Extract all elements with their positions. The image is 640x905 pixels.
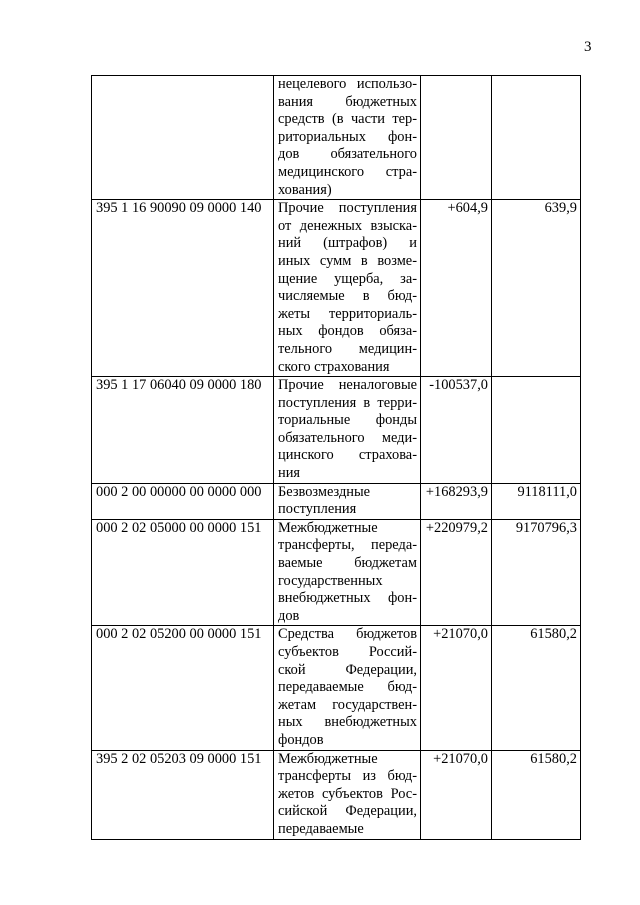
- revenue-name-line: жетам государствен-: [278, 696, 417, 713]
- revenue-name-line: риториальных фон-: [278, 128, 417, 145]
- revenue-name-line: средств (в части тер-: [278, 111, 417, 128]
- budget-table-body: [92, 76, 581, 840]
- revenue-name-line: ных внебюджетных: [278, 714, 417, 731]
- table-row: [92, 76, 581, 200]
- classification-code-cell: 395 2 02 05203 09 0000 151: [92, 750, 274, 839]
- revenue-name-line: числяемые в бюд-: [278, 288, 417, 305]
- change-amount-cell: +21070,0: [421, 750, 492, 839]
- revenue-name-cell: [274, 750, 421, 839]
- revenue-name-line: государственных: [278, 572, 383, 589]
- table-row: [92, 750, 581, 839]
- table-row: [92, 519, 581, 626]
- revenue-name-line: хования): [278, 181, 332, 198]
- revenue-name-line: медицинского стра-: [278, 163, 417, 180]
- revenue-name-line: поступления: [278, 501, 357, 518]
- table-row: [92, 377, 581, 484]
- total-amount-cell: 639,9: [492, 200, 581, 377]
- revenue-name-line: ториальные фонды: [278, 412, 417, 429]
- revenue-name-line: сийской Федерации,: [278, 803, 417, 820]
- revenue-name-line: субъектов Россий-: [278, 644, 417, 660]
- classification-code-cell: 000 2 02 05200 00 0000 151: [92, 626, 274, 750]
- classification-code-cell: 395 1 17 06040 09 0000 180: [92, 377, 274, 484]
- revenue-name-line: Прочие неналоговые: [278, 377, 417, 394]
- revenue-name-line: ний (штрафов) и: [278, 235, 417, 252]
- change-amount-cell: +220979,2: [421, 519, 492, 626]
- page-number: 3: [584, 39, 592, 55]
- total-amount-cell: 9118111,0: [492, 483, 581, 519]
- revenue-name-line: Прочие поступления: [278, 200, 417, 217]
- revenue-name-line: Безвозмездные: [278, 483, 371, 500]
- table-row: [92, 483, 581, 519]
- revenue-name-line: нецелевого использо-: [278, 76, 417, 92]
- total-amount-cell: [492, 76, 581, 200]
- revenue-name-cell: [274, 200, 421, 377]
- revenue-name-line: цинского страхова-: [278, 447, 417, 464]
- revenue-name-line: Межбюджетные: [278, 750, 378, 767]
- revenue-name-line: вания бюджетных: [278, 93, 417, 110]
- revenue-name-line: фондов: [278, 731, 324, 748]
- revenue-name-line: передаваемые: [278, 820, 364, 837]
- revenue-name-line: ваемые бюджетам: [278, 555, 417, 572]
- change-amount-cell: -100537,0: [421, 377, 492, 484]
- revenue-name-line: трансферты из бюд-: [278, 768, 417, 785]
- total-amount-cell: [492, 377, 581, 484]
- revenue-name-line: жеты территориаль-: [278, 305, 417, 322]
- revenue-name-line: дов: [278, 607, 300, 624]
- revenue-name-cell: [274, 76, 421, 200]
- revenue-name-line: ской Федерации,: [278, 661, 417, 678]
- revenue-name-line: поступления в терри-: [278, 394, 417, 411]
- change-amount-cell: +168293,9: [421, 483, 492, 519]
- revenue-name-line: Средства бюджетов: [278, 626, 417, 643]
- classification-code-cell: 000 2 02 05000 00 0000 151: [92, 519, 274, 626]
- revenue-name-cell: [274, 626, 421, 750]
- revenue-name-cell: [274, 483, 421, 519]
- revenue-name-cell: [274, 377, 421, 484]
- revenue-name-line: дов обязательного: [278, 146, 417, 163]
- change-amount-cell: [421, 76, 492, 200]
- revenue-name-line: щение ущерба, за-: [278, 270, 417, 287]
- change-amount-cell: +604,9: [421, 200, 492, 377]
- table-row: [92, 200, 581, 377]
- revenue-name-line: ского страхования: [278, 358, 390, 375]
- change-amount-cell: +21070,0: [421, 626, 492, 750]
- revenue-name-line: обязательного меди-: [278, 429, 417, 446]
- revenue-name-cell: [274, 519, 421, 626]
- classification-code-cell: [92, 76, 274, 200]
- revenue-name-line: ных фондов обяза-: [278, 323, 417, 340]
- total-amount-cell: 61580,2: [492, 626, 581, 750]
- total-amount-cell: 9170796,3: [492, 519, 581, 626]
- budget-table: [91, 75, 581, 840]
- classification-code-cell: 395 1 16 90090 09 0000 140: [92, 200, 274, 377]
- table-row: [92, 626, 581, 750]
- revenue-name-line: ния: [278, 465, 301, 482]
- revenue-name-line: внебюджетных фон-: [278, 590, 417, 607]
- revenue-name-line: тельного медицин-: [278, 340, 417, 357]
- revenue-name-line: Межбюджетные: [278, 519, 378, 536]
- revenue-name-line: передаваемые бюд-: [278, 679, 417, 696]
- revenue-name-line: жетов субъектов Рос-: [278, 785, 417, 802]
- revenue-name-line: трансферты, переда-: [278, 537, 417, 554]
- revenue-name-line: от денежных взыска-: [278, 217, 417, 234]
- classification-code-cell: 000 2 00 00000 00 0000 000: [92, 483, 274, 519]
- total-amount-cell: 61580,2: [492, 750, 581, 839]
- revenue-name-line: иных сумм в возме-: [278, 252, 417, 269]
